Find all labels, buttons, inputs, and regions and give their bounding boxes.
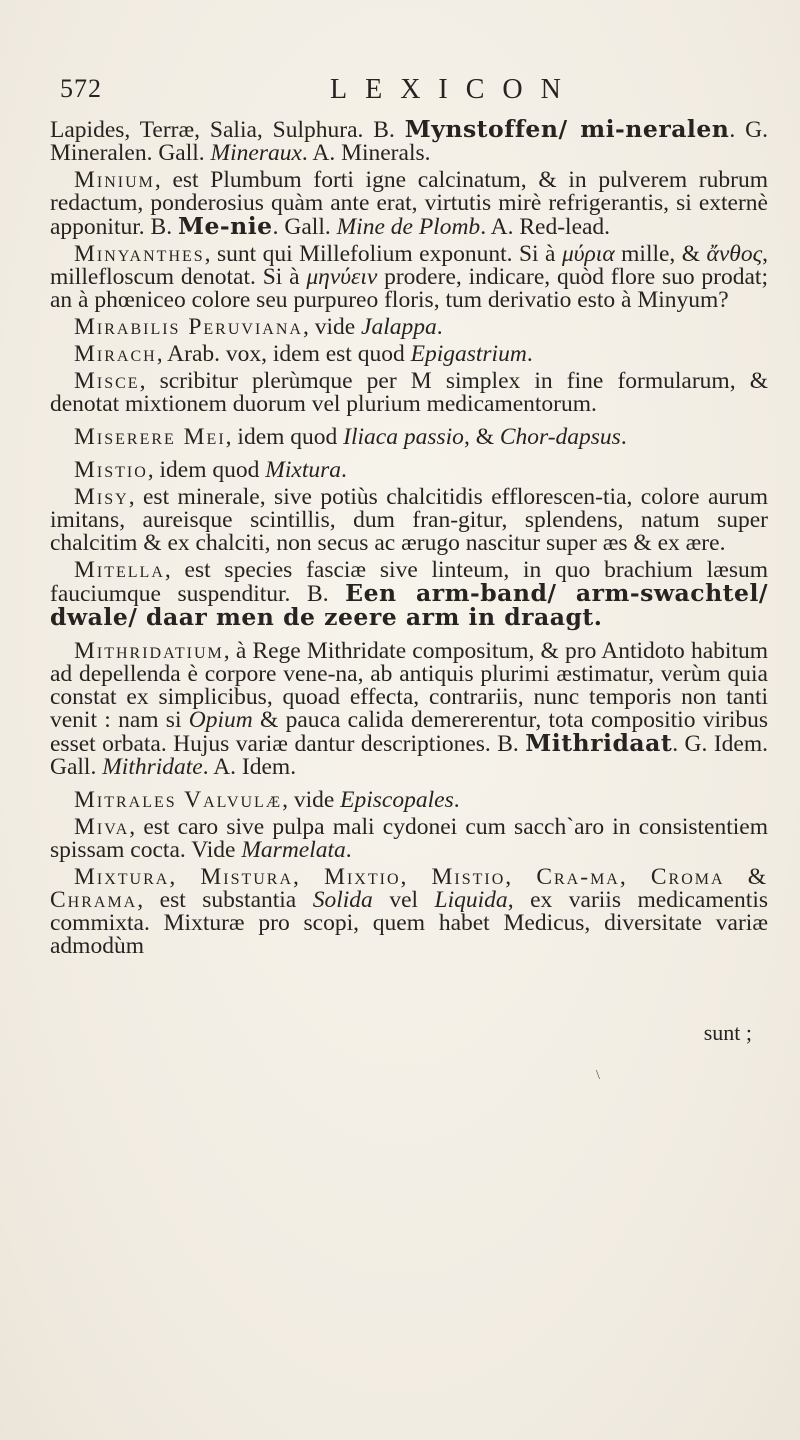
dictionary-entry — [50, 169, 768, 239]
margin-mark: \ — [596, 1068, 600, 1083]
entry-text: , à Rege Mithridate compositum, & pro Antidoto habitum ad depellenda è corpore vene-na, ab antiquis plurimi æstimatur, verùm quia constat ex simplicibus, quoad effecta, contrariis, nunc temporis non tanti venit : nam si — [50, 638, 768, 733]
italic-term: ἄνθος — [706, 241, 763, 267]
entry-text: Lapides, Terræ, Salia, Sulphura. B. — [50, 117, 405, 143]
page-header — [60, 74, 760, 114]
entry-headword: Mistio — [74, 457, 148, 483]
entry-text: , & — [463, 424, 500, 450]
italic-term: Mine de Plomb — [336, 214, 481, 240]
entry-text: , idem quod — [147, 457, 266, 483]
italic-term: μηνύειν — [306, 264, 378, 290]
dictionary-entry — [50, 459, 768, 482]
entry-text: , est substantia — [137, 887, 313, 913]
italic-term: Jalappa — [361, 314, 437, 340]
entry-text: , est species fasciæ sive linteum, in quo brachium læsum fauciumque suspenditur. B. — [50, 557, 768, 607]
italic-term: μύρια — [561, 241, 615, 267]
dictionary-entry — [50, 426, 768, 449]
entry-text: . — [620, 424, 627, 450]
entry-headword: Mixtura, Mistura, Mixtio, Mistio, Cra-ma, Croma & Chrama — [50, 864, 768, 913]
entry-text: . — [341, 457, 347, 483]
dictionary-entry — [50, 316, 768, 339]
italic-term: Marmelata — [241, 837, 346, 863]
vernacular-term: Mithridaat — [525, 729, 673, 757]
entry-headword: Misce — [74, 368, 140, 394]
italic-term: Iliaca passio — [343, 424, 464, 450]
entry-text: , ex variis medicamentis commixta. Mixturæ pro scopi, quem habet Medicus, diversitate variæ admodùm — [50, 887, 768, 959]
entry-headword: Mirabilis Peruviana — [74, 314, 303, 340]
italic-term: Mixtura — [265, 457, 341, 483]
entry-text: , sunt qui Millefolium exponunt. Si à — [204, 241, 562, 267]
catchword: sunt ; — [703, 1020, 752, 1045]
dictionary-entry — [50, 243, 768, 312]
entry-text: prodere, indicare, quòd flore suo prodat; an à phœniceo colore seu purpureo floris, tum derivatio esto à Minyum? — [50, 264, 768, 313]
italic-term: Solida — [312, 887, 373, 913]
vernacular-term: Mynstoffen/ mi-neralen — [404, 115, 730, 143]
dictionary-entry — [50, 343, 768, 366]
entry-text: , scribitur plerùmque per M simplex in fine formularum, & denotat mixtionem duorum vel plurium medicamentorum. — [50, 368, 768, 417]
entry-text: & pauca calida demererentur, tota compositio viribus esset orbata. Hujus variæ dantur descriptiones. B. — [50, 707, 768, 757]
entry-headword: Miva — [74, 814, 130, 840]
entry-headword: Misy — [74, 484, 129, 510]
entry-text: . G. Idem. Gall. — [50, 731, 768, 780]
entry-text: , millefloscum denotat. Si à — [50, 241, 768, 290]
entry-text: , est caro sive pulpa mali cydonei cum sacch`aro in consistentiem spissam cocta. Vide — [50, 814, 768, 863]
dictionary-entry — [50, 866, 768, 958]
entry-headword: Mitella — [74, 557, 165, 583]
dictionary-entry — [50, 486, 768, 555]
page-number: 572 — [60, 74, 102, 103]
entry-text: . G. Mineralen. Gall. — [50, 117, 768, 166]
dictionary-entry — [50, 115, 768, 166]
entry-headword: Minium — [74, 167, 155, 193]
dictionary-entry — [50, 559, 768, 630]
italic-term: Epigastrium — [410, 341, 527, 367]
italic-term: Episcopales — [340, 787, 454, 813]
vernacular-term: Een arm-band/ arm-swachtel/ dwale/ daar men de zeere arm in draagt. — [50, 579, 768, 631]
entry-text: . — [345, 837, 352, 863]
entry-headword: Miserere Mei — [74, 424, 226, 450]
entry-text: . — [453, 787, 460, 813]
italic-term: Liquida — [434, 887, 508, 913]
italic-term: Mithridate — [102, 754, 203, 780]
entry-text: mille, & — [614, 241, 707, 267]
entry-text: , vide — [282, 787, 341, 813]
entry-text: . A. Minerals. — [301, 140, 431, 166]
entry-text: , vide — [302, 314, 362, 340]
entry-text: . — [526, 341, 533, 367]
entry-text: . Gall. — [272, 214, 337, 240]
entry-text: . A. Idem. — [202, 754, 297, 780]
entry-text: , est minerale, sive potiùs chalcitidis efflorescen-tia, colore aurum imitans, aureisque scintillis, dum fran-gitur, splendens, natum super chalcitim & ex chalciti, non secus ac ærugo nascitur super æs & ex ære. — [50, 484, 768, 556]
entry-headword: Mirach — [74, 341, 157, 367]
entry-headword: Mitrales Valvulæ — [74, 787, 283, 813]
entry-text: , idem quod — [225, 424, 344, 450]
entry-text: vel — [372, 887, 435, 913]
dictionary-entry — [50, 370, 768, 416]
italic-term: Mineraux — [210, 140, 302, 166]
italic-term: Opium — [188, 707, 253, 733]
entry-text: , Arab. vox, idem est quod — [156, 341, 411, 367]
italic-term: Chor-dapsus — [499, 424, 621, 450]
vernacular-term: Me-nie — [177, 212, 273, 240]
running-title: LEXICON — [330, 74, 579, 105]
entry-headword: Mithridatium — [74, 638, 224, 664]
entry-headword: Minyanthes — [74, 241, 205, 267]
dictionary-entry — [50, 816, 768, 862]
entry-text: . A. Red-lead. — [480, 214, 611, 240]
dictionary-entries — [50, 115, 768, 962]
dictionary-entry — [50, 640, 768, 779]
dictionary-entry — [50, 789, 768, 812]
entry-text: . — [436, 314, 443, 340]
entry-text: , est Plumbum forti igne calcinatum, & in pulverem rubrum redactum, ponderosius quàm ante erat, virtutis mirè refrigerantis, si externè apponitur. B. — [50, 167, 768, 240]
